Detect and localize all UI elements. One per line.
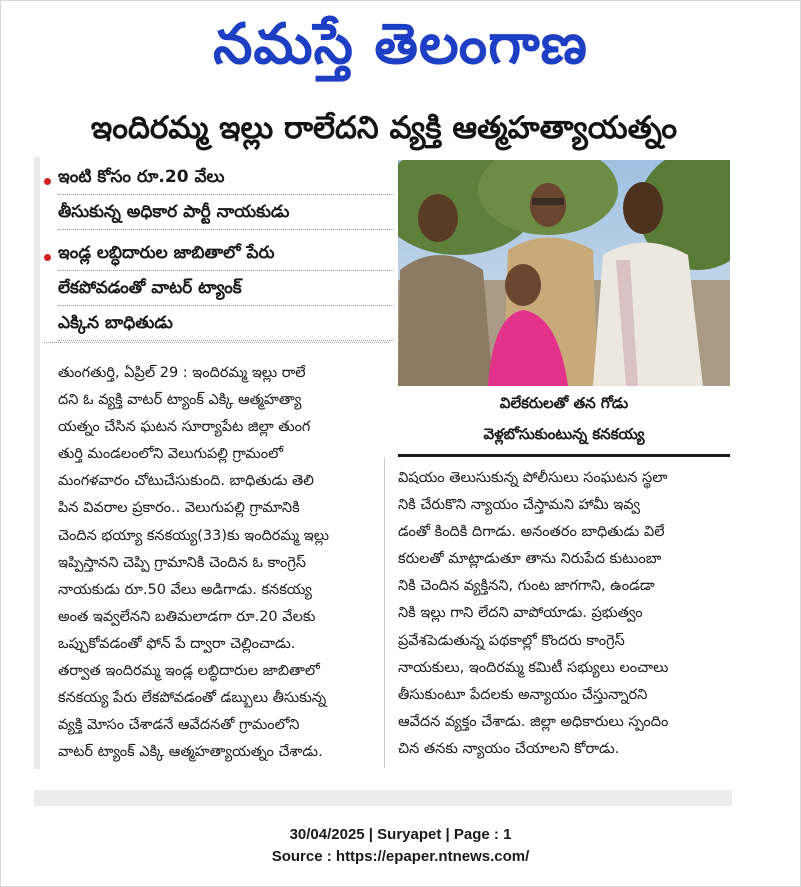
news-photo-illustration [398, 160, 730, 386]
highlight-line: ఎక్కిన బాధితుడు [58, 306, 394, 341]
newspaper-masthead: నమస్తే తెలంగాణ [213, 12, 588, 77]
body-line: అంత ఇవ్వలేనని బతిమలాడగా రూ.20 వేలకు [58, 608, 316, 625]
body-line: నాయకులు, ఇందిరమ్మ కమిటీ సభ్యులు లంచాలు [398, 659, 669, 676]
article-body-right-column [398, 465, 734, 763]
body-line: దని ఓ వ్యక్తి వాటర్ ట్యాంక్ ఎక్కి ఆత్మహత్యా [58, 392, 302, 409]
body-line: తీసుకుంటూ పేదలకు అన్యాయం చేస్తున్నారని [398, 686, 648, 703]
body-line: డంతో కిందికి దిగాడు. అనంతరం బాధితుడు విలే [398, 524, 665, 541]
article-bottom-band [34, 790, 732, 806]
body-line: కనకయ్య పేరు లేకపోవడంతో డబ్బులు తీసుకున్న [58, 690, 327, 707]
body-line: చెందిన భయ్యా కనకయ్య(33)కు ఇందిరమ్మ ఇల్లు [58, 527, 330, 544]
highlights-list [44, 160, 394, 347]
footer-date-edition: 30/04/2025 | Suryapet | Page : 1 [289, 826, 512, 843]
body-line: ఇప్పిస్తానని చెప్పి గ్రామానికి చెందిన ఓ కాంగ్రెస్ [58, 554, 307, 571]
body-line: తుర్తి మండలంలోని వెలుగుపల్లి గ్రామంలో [58, 446, 284, 463]
highlights-bottom-rule [44, 342, 389, 343]
caption-line: విలేకరులతో తన గోడు [499, 394, 629, 412]
body-line: మంగళవారం చోటుచేసుకుంది. బాధితుడు తెలి [58, 473, 314, 490]
news-photo [398, 160, 730, 386]
caption-line: వెళ్లబోసుకుంటున్న కనకయ్య [483, 425, 645, 443]
highlight-line: తీసుకున్న అధికార పార్టీ నాయకుడు [58, 195, 394, 230]
body-line: వాటర్ ట్యాంక్ ఎక్కి ఆత్మహత్యాయత్నం చేశాడు. [58, 744, 323, 761]
photo-caption [398, 386, 730, 457]
page-footer [0, 824, 801, 868]
highlight-item [44, 236, 394, 341]
highlight-line: లేకపోవడంతో వాటర్ ట్యాంక్ [58, 271, 394, 306]
body-line: ప్రవేశపెడుతున్న పథకాల్లో కొందరు కాంగ్రెస్ [398, 632, 625, 649]
bullet-dot-icon [44, 254, 51, 261]
left-margin-band [34, 157, 40, 769]
bullet-dot-icon [44, 178, 51, 185]
body-line: తుంగతుర్తి, ఏప్రిల్ 29 : ఇందిరమ్మ ఇల్లు రాలే [58, 365, 306, 381]
body-line: ఆవేదన వ్యక్తం చేశాడు. జిల్లా అధికారులు స్పందిం [398, 713, 669, 730]
highlight-item [44, 160, 394, 230]
column-separator [384, 458, 385, 768]
body-line: చిన తనకు న్యాయం చేయాలని కోరాడు. [398, 740, 620, 757]
body-line: వ్యక్తి మోసం చేశాడనే ఆవేదనతో గ్రామంలోని [58, 717, 300, 734]
body-line: యత్నం చేసిన ఘటన సూర్యాపేట జిల్లా తుంగ [58, 419, 311, 436]
article-headline: ఇందిరమ్మ ఇల్లు రాలేదని వ్యక్తి ఆత్మహత్యాయత్నం [90, 110, 678, 146]
body-line: నికి ఇల్లు గాని లేదని వాపోయాడు. ప్రభుత్వం [398, 605, 643, 622]
article-body-left-column [58, 360, 370, 766]
highlight-line: ఇండ్ల లబ్ధిదారుల జాబితాలో పేరు [58, 236, 394, 271]
body-line: నికి చేరుకొని న్యాయం చేస్తామని హామీ ఇవ్వ [398, 497, 640, 514]
body-line: కరులతో మాట్లాడుతూ తాను నిరుపేద కుటుంబా [398, 551, 662, 568]
highlight-line: ఇంటి కోసం రూ.20 వేలు [58, 160, 394, 195]
body-line: నికి చెందిన వ్యక్తినని, గుంట జాగగాని, ఉండడా [398, 578, 655, 595]
body-line: తర్వాత ఇందిరమ్మ ఇండ్ల లబ్ధిదారుల జాబితాలో [58, 663, 320, 680]
body-line: పిన వివరాల ప్రకారం.. వెలుగుపల్లి గ్రామానికి [58, 500, 300, 517]
body-line: విషయం తెలుసుకున్న పోలీసులు సంఘటన స్థలా [398, 470, 668, 486]
footer-source-link[interactable]: Source : https://epaper.ntnews.com/ [271, 848, 530, 865]
body-line: ఒప్పుకోవడంతో ఫోన్ పే ద్వారా చెల్లించాడు. [58, 635, 296, 652]
body-line: నాయకుడు రూ.50 వేలు అడిగాడు. కనకయ్య [58, 581, 312, 598]
